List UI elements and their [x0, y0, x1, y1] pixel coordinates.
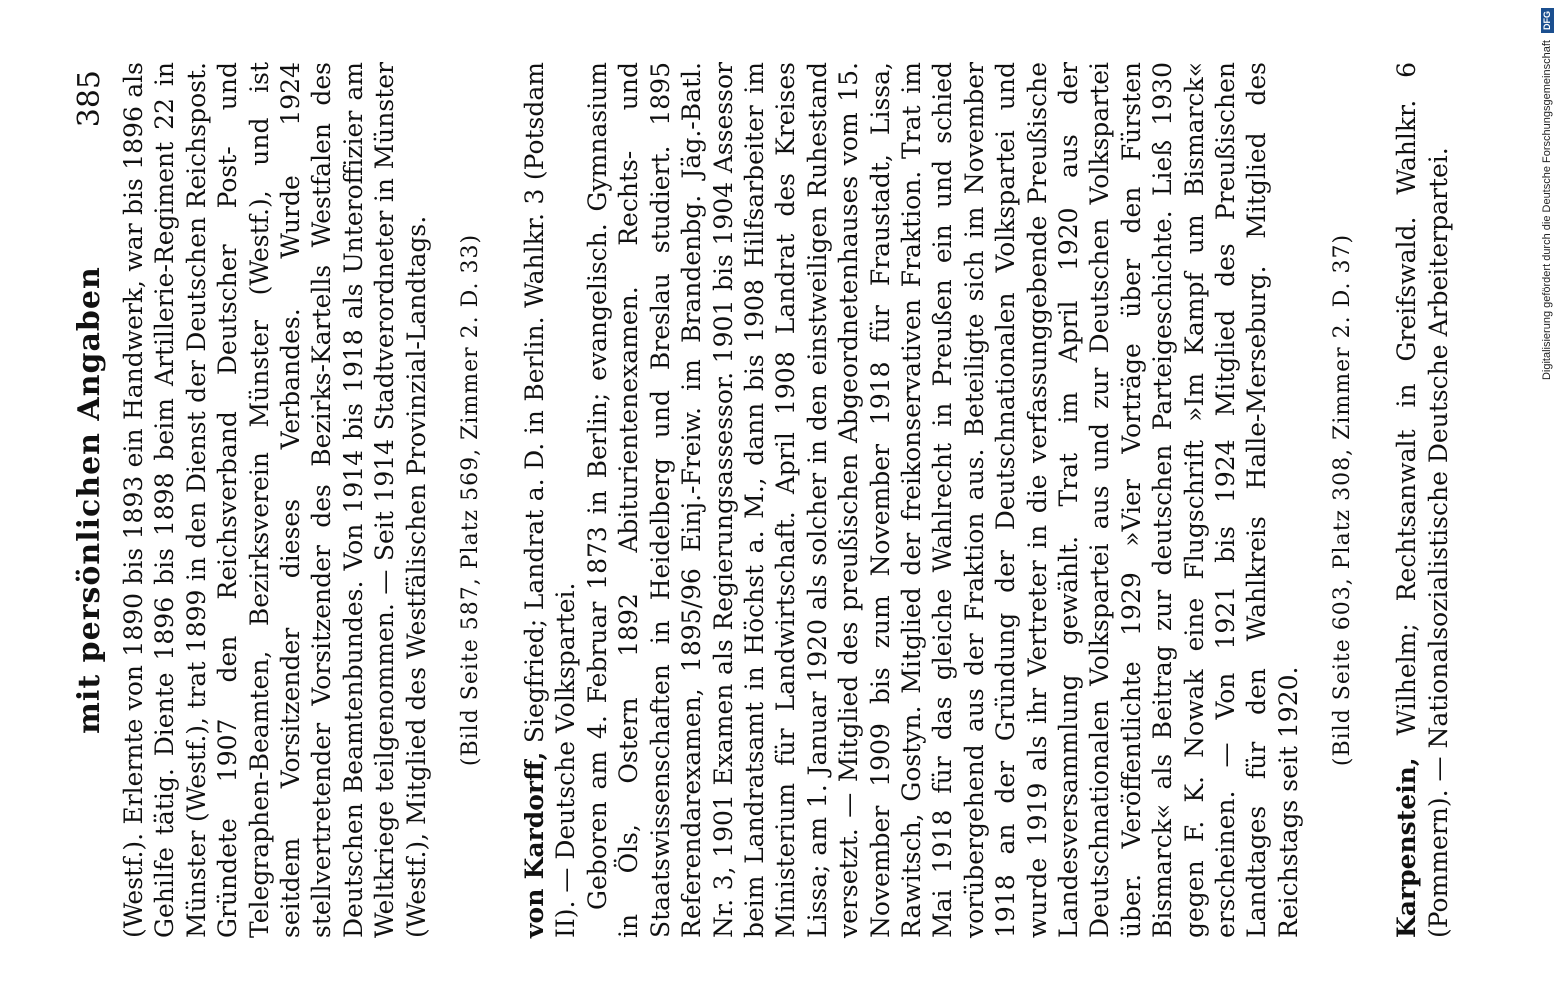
page-number: 385: [72, 70, 107, 128]
picture-reference: (Bild Seite 587, Platz 569, Zimmer 2. D. 33): [458, 233, 484, 767]
entry-summary: Siegfried; Landrat a. D. in Berlin. Wahlkr. 3 (Potsdam II). — Deutsche Volkspartei.: [520, 62, 581, 938]
continuation-paragraph: (Westf.). Erlernte von 1890 bis 1893 ein Handwerk, war bis 1896 als Gehilfe tätig. Diente 1896 bis 1898 beim Artillerie-Regiment 22 in Münster (Westf.), trat 1899 in den Dienst der Deutschen Reichspost. Gründete 1907 den Reichsverband Deutscher Post- und Telegraphen-Beamten, Bezirksverein Münster (Westf.), und ist seitdem Vorsitzender dieses Verbandes. Wurde 1924 stellvertretender Vorsitzender des Bezirks-Kartells Westfalen des Deutschen Beamtenbundes. Von 1914 bis 1918 als Unteroffizier am Weltkriege teilgenommen. — Seit 1914 Stadtverordneter in Münster (Westf.), Mitglied des Westfälischen Provinzial-Landtags.: [119, 62, 431, 938]
entry-body-kardorff: Geboren am 4. Februar 1873 in Berlin; evangelisch. Gymnasium in Öls, Ostern 1892 Abiturientenexamen. Rechts- und Staatswissenschaften in Heidelberg und Breslau studiert. 1895 Referendarexamen, 1895/96 Einj.-Freiw. im Brandenbg. Jäg.-Batl. Nr. 3, 1901 Examen als Regierungsassessor. 1901 bis 1904 Assessor beim Landratsamt in Höchst a. M., dann bis 1908 Hilfsarbeiter im Ministerium für Landwirtschaft. April 1908 Landrat des Kreises Lissa; am 1. Januar 1920 als solcher in den einstweiligen Ruhestand versetzt. — Mitglied des preußischen Abgeordnetenhauses vom 15. November 1909 bis zum November 1918 für Fraustadt, Lissa, Rawitsch, Gostyn. Mitglied der freikonservativen Fraktion. Trat im Mai 1918 für das gleiche Wahlrecht in Preußen ein und schied vorübergehend aus der Fraktion aus. Beteiligte sich im November 1918 an der Gründung der Deutschnationalen Volkspartei und wurde 1919 als ihr Vertreter in die verfassunggebende Preußische Landesversammlung gewählt. Trat im April 1920 aus der Deutschnationalen Volkspartei aus und zur Deutschen Volkspartei über. Veröffentlichte 1929 »Vier Vorträge über den Fürsten Bismarck« als Beitrag zur deutschen Parteigeschichte. Ließ 1930 gegen F. K. Nowak eine Flugschrift »Im Kampf um Bismarck« erscheinen. — Von 1921 bis 1924 Mitglied des Preußischen Landtages für den Wahlkreis Halle-Merseburg. Mitglied des Reichstags seit 1920.: [582, 62, 1303, 938]
entry-heading-karpenstein: [1391, 62, 1454, 938]
picture-reference: (Bild Seite 603, Platz 308, Zimmer 2. D. 37): [1330, 233, 1356, 767]
stamp-text: Digitalisierung gefördert durch die Deutsche Forschungsgemeinschaft: [1541, 40, 1553, 381]
entry-name: von Kardorff,: [520, 751, 550, 938]
entry-name: Karpenstein,: [1392, 757, 1422, 938]
entry-heading-kardorff: [519, 62, 582, 938]
dfg-logo-icon: DFG: [1541, 8, 1554, 33]
digitization-stamp: [1536, 8, 1558, 1000]
page-header: [72, 62, 118, 938]
running-title: mit persönlichen Angaben: [72, 266, 107, 734]
entry-summary: Wilhelm; Rechtsanwalt in Greifswald. Wahlkr. 6 (Pommern). — Nationalsozialistische Deutsche Arbeiterpartei.: [1392, 62, 1453, 938]
